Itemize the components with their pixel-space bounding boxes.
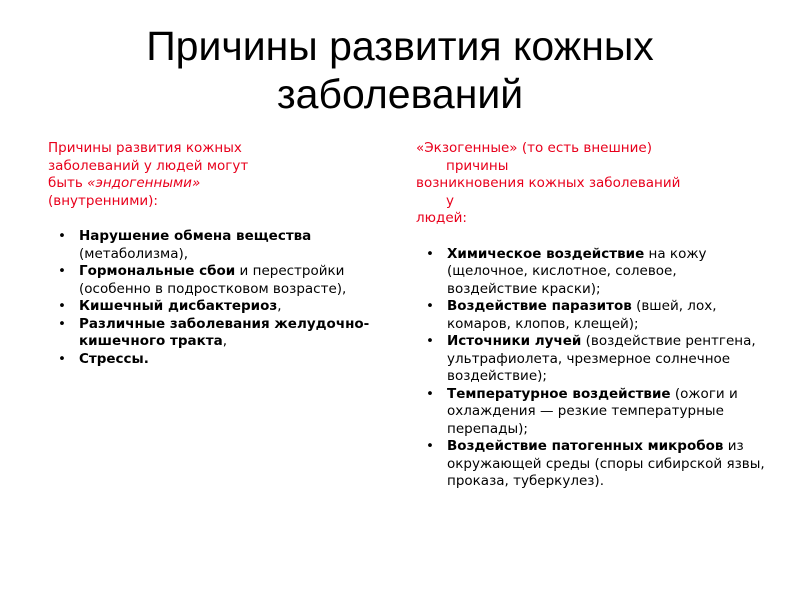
cause-detail: на кожу (щелочное, кислотное, солевое, воздействие краски);	[447, 245, 707, 297]
list-item	[48, 228, 393, 263]
cause-name: Температурное воздействие	[447, 385, 671, 402]
cause-name: Стрессы.	[79, 350, 149, 367]
cause-name: Воздействие патогенных микробов	[447, 438, 724, 454]
list-item	[416, 333, 766, 386]
cause-name: Различные заболевания желудочно-кишечного тракта	[79, 315, 370, 349]
list-item	[416, 438, 766, 491]
cause-detail: (метаболизма),	[79, 245, 189, 262]
cause-detail: из окружающей среды (споры сибирской язвы, проказа, туберкулез).	[447, 438, 765, 489]
list-item	[416, 386, 766, 439]
exogenous-heading-line-4: у	[446, 192, 454, 209]
cause-name: Нарушение обмена вещества	[79, 228, 312, 244]
list-item	[416, 298, 766, 333]
cause-name: Гормональные сбои	[79, 263, 236, 279]
endogenous-heading-line-2: заболеваний у людей могут	[48, 157, 249, 174]
exogenous-column	[416, 140, 766, 491]
list-item	[48, 298, 393, 316]
exogenous-heading	[416, 140, 766, 228]
exogenous-heading-line-1: «Экзогенные» (то есть внешние)	[416, 140, 652, 156]
cause-name: Химическое воздействие	[447, 245, 645, 262]
cause-detail: (вшей, лох, комаров, клопов, клещей);	[447, 298, 717, 332]
cause-detail: (воздействие рентгена, ультрафиолета, чрезмерное солнечное воздействие);	[447, 333, 756, 384]
cause-name: Источники лучей	[447, 333, 582, 349]
exogenous-causes-list	[416, 246, 766, 491]
list-item	[48, 316, 393, 351]
endogenous-causes-list	[48, 228, 393, 368]
exogenous-heading-line-3: возникновения кожных заболеваний	[416, 175, 681, 191]
exogenous-heading-line-5: людей:	[416, 210, 467, 226]
endogenous-heading-line-4: (внутренними):	[48, 192, 158, 209]
cause-detail: ,	[277, 298, 282, 314]
endogenous-heading-prefix: быть	[48, 175, 88, 191]
list-item	[416, 246, 766, 299]
cause-detail: ,	[222, 333, 228, 349]
list-item	[48, 351, 393, 369]
cause-detail: (ожоги и охлаждения — резкие температурные перепады);	[447, 385, 738, 437]
cause-detail: и перестройки (особенно в подростковом возрасте),	[79, 263, 347, 297]
list-item	[48, 263, 393, 298]
cause-name: Воздействие паразитов	[447, 298, 632, 314]
endogenous-column	[48, 140, 393, 368]
endogenous-heading	[48, 140, 393, 210]
slide-title	[0, 22, 800, 118]
endogenous-heading-line-3	[48, 175, 393, 193]
endogenous-heading-line-1: Причины развития кожных	[48, 140, 242, 156]
endogenous-term: «эндогенными»	[87, 175, 201, 191]
slide-title-line-2: заболеваний	[276, 71, 524, 117]
cause-name: Кишечный дисбактериоз	[79, 298, 278, 314]
exogenous-heading-line-2: причины	[446, 157, 509, 174]
slide-title-line-1: Причины развития кожных	[146, 23, 654, 69]
